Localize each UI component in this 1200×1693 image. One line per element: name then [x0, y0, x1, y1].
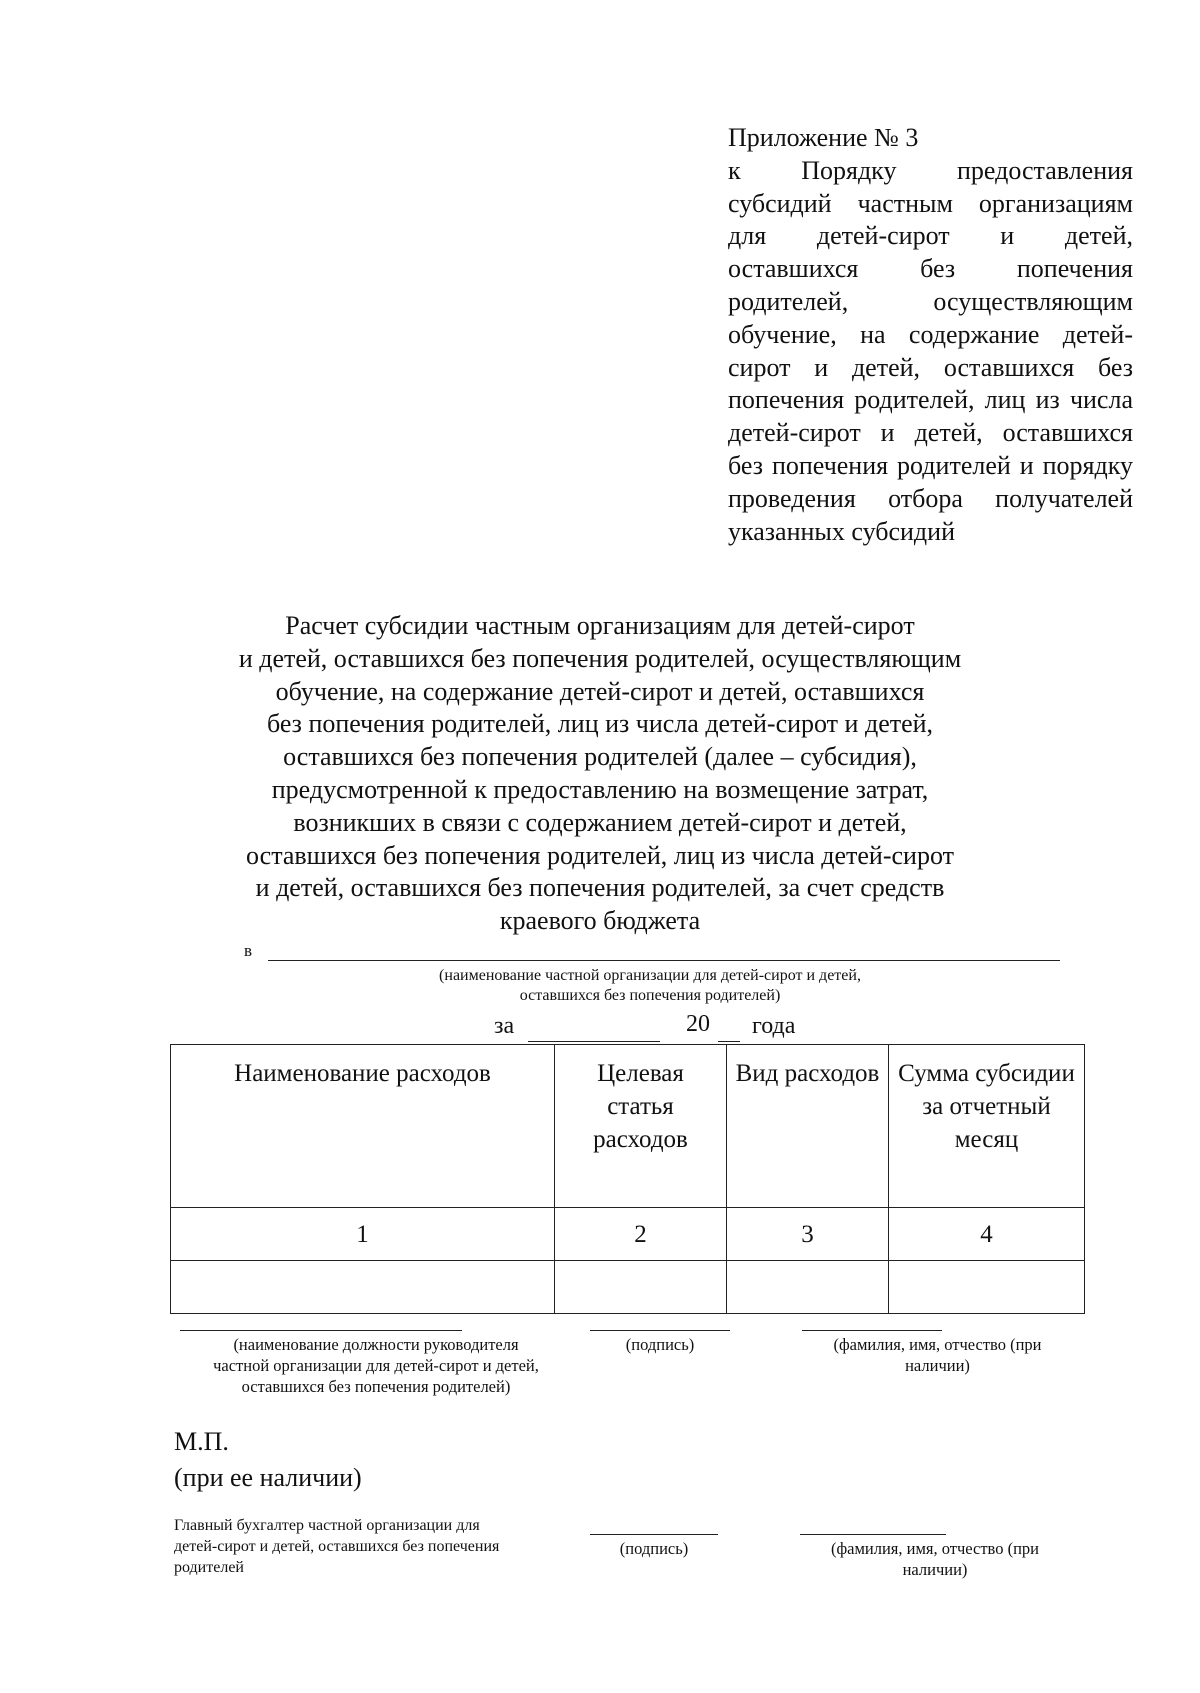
accountant-title-line: Главный бухгалтер частной организации для — [174, 1517, 480, 1534]
title-line: Расчет субсидии частным организациям для детей-сирот — [285, 611, 915, 640]
head-position-caption-line: оставшихся без попечения родителей) — [241, 1377, 511, 1396]
period-suffix: года — [752, 1013, 796, 1039]
document-title — [180, 610, 1020, 938]
column-number: 1 — [171, 1208, 555, 1261]
header-target-article: Целевая статья расходов — [555, 1045, 727, 1208]
accountant-signature-input-line[interactable] — [590, 1534, 718, 1535]
appendix-block — [728, 122, 1133, 548]
header-expense-type: Вид расходов — [727, 1045, 889, 1208]
title-line: предусмотренной к предоставлению на возмещение затрат, — [271, 774, 929, 804]
header-subsidy-amount: Сумма субсидии за отчетный месяц — [889, 1045, 1085, 1208]
head-position-caption-line: (наименование должности руководителя — [233, 1335, 519, 1354]
organization-prefix: в — [244, 941, 253, 960]
table-header-row — [171, 1045, 1085, 1208]
table-cell[interactable] — [171, 1261, 555, 1314]
head-signature-input-line[interactable] — [590, 1330, 730, 1331]
stamp-placeholder — [174, 1424, 362, 1496]
header-expense-name: Наименование расходов — [171, 1045, 555, 1208]
table-cell[interactable] — [889, 1261, 1085, 1314]
column-number: 3 — [727, 1208, 889, 1261]
period-year-prefix: 20 — [686, 1011, 710, 1037]
organization-caption — [300, 966, 1000, 1006]
head-position-input-line[interactable] — [180, 1330, 462, 1331]
title-line: краевого бюджета — [499, 906, 701, 936]
head-signature-caption: (подпись) — [625, 1335, 695, 1354]
accountant-name-caption-line: (фамилия, имя, отчество (при — [830, 1539, 1040, 1558]
organization-caption-line: (наименование частной организации для детей-сирот и детей, — [439, 967, 861, 984]
expense-table — [170, 1044, 1085, 1314]
title-line: и детей, оставшихся без попечения родителей, осуществляющим — [238, 643, 962, 673]
title-line: и детей, оставшихся без попечения родителей, за счет средств — [255, 873, 945, 903]
title-line: обучение, на содержание детей-сирот и детей, оставшихся — [275, 676, 925, 706]
head-position-caption-line: частной организации для детей-сирот и детей, — [213, 1356, 539, 1375]
accountant-title-line: детей-сирот и детей, оставшихся без попечения — [174, 1538, 500, 1555]
head-name-caption-line: (фамилия, имя, отчество (при — [833, 1335, 1042, 1354]
accountant-title — [174, 1515, 574, 1578]
table-row — [171, 1261, 1085, 1314]
stamp-label: М.П. — [174, 1427, 229, 1456]
head-name-caption-line: наличии) — [905, 1356, 970, 1375]
title-line: возникших в связи с содержанием детей-сирот и детей, — [293, 807, 907, 837]
column-number: 4 — [889, 1208, 1085, 1261]
period-month-input-line[interactable] — [528, 1041, 660, 1042]
accountant-signature-caption: (подпись) — [619, 1539, 689, 1558]
table-cell[interactable] — [555, 1261, 727, 1314]
head-name-input-line[interactable] — [802, 1330, 942, 1331]
column-number: 2 — [555, 1208, 727, 1261]
accountant-title-line: родителей — [174, 1559, 244, 1576]
accountant-name-caption — [800, 1538, 1070, 1580]
title-line: без попечения родителей, лиц из числа детей-сирот и детей, — [266, 709, 934, 739]
organization-input-line[interactable] — [268, 960, 1060, 961]
period-prefix: за — [494, 1013, 515, 1039]
head-position-caption — [170, 1334, 582, 1397]
organization-caption-line: оставшихся без попечения родителей) — [519, 987, 781, 1004]
title-line: оставшихся без попечения родителей (далее – субсидия), — [283, 742, 917, 772]
period-year-input-line[interactable] — [718, 1041, 740, 1042]
stamp-note: (при ее наличии) — [174, 1463, 362, 1492]
table-cell[interactable] — [727, 1261, 889, 1314]
accountant-name-caption-line: наличии) — [902, 1560, 968, 1579]
appendix-text: к Порядку предоставления субсидий частным организациям для детей-сирот и детей, оставшихся без попечения родителей, осуществляющим обучение, на содержание детей-сирот и детей, оставшихся без попечения родителей, лиц из числа детей-сирот и детей, оставшихся без попечения родителей и порядку проведения отбора получателей указанных субсидий — [728, 155, 1133, 546]
appendix-heading: Приложение № 3 — [728, 123, 919, 152]
head-name-caption — [800, 1334, 1075, 1376]
title-line: оставшихся без попечения родителей, лиц из числа детей-сирот — [246, 840, 954, 870]
table-column-number-row — [171, 1208, 1085, 1261]
accountant-name-input-line[interactable] — [800, 1534, 946, 1535]
